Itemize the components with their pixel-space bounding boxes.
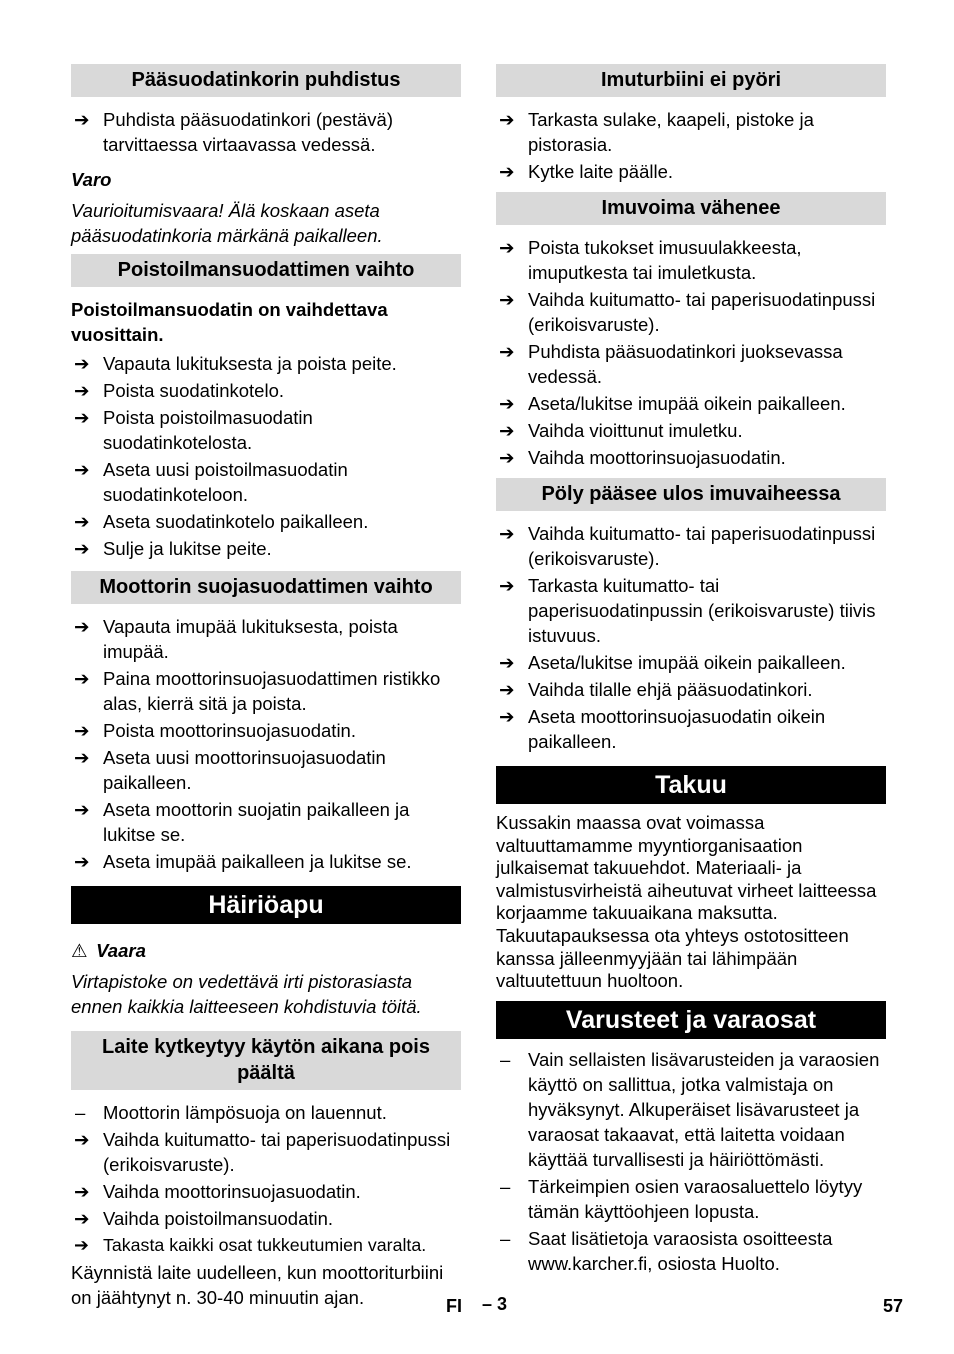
arrow-icon: ➔ bbox=[499, 341, 515, 362]
list-item: ➔ Tarkasta kuitumatto- tai paperisuodatinpussin (erikoisvaruste) tiivis istuvuus. bbox=[499, 575, 876, 646]
section-heading: Laite kytkeytyy käytön aikana pois päältä bbox=[71, 1031, 461, 1090]
caution-text: Vaurioitumisvaara! Älä koskaan aseta pääsuodatinkoria märkänä paikalleen. bbox=[71, 200, 383, 246]
arrow-icon: ➔ bbox=[74, 380, 90, 401]
list-item: – Vain sellaisten lisävarusteiden ja varaosien käyttö on sallittua, jotka valmistaja on hyväksynyt. Alkuperäiset lisävarusteet ja varaosat takaavat, että laitetta voidaan käyttää turvallisesti ja häiriöttömästi. bbox=[500, 1048, 880, 1170]
list-item: ➔ Aseta moottorinsuojasuodatin oikein paikalleen. bbox=[499, 706, 826, 752]
dash-icon: – bbox=[75, 1102, 86, 1123]
dash-icon: – bbox=[500, 1048, 511, 1070]
warranty-text: Kussakin maassa ovat voimassa valtuuttamamme myyntiorganisaation julkaisemat takuuehdot. Materiaali- ja valmistusvirheistä aiheutuvat virheet laitteessa korjaamme takuuaikana maksutta. Takuutapauksessa ota yhteys ostotositteen kanssa jälleenmyyjään tai lähimpään valtuutettuun huoltoon. bbox=[496, 812, 877, 992]
right-column bbox=[496, 64, 886, 1278]
section-heading: Imuvoima vähenee bbox=[496, 192, 886, 225]
list-item: ➔ Aseta/lukitse imupää oikein paikalleen. bbox=[499, 652, 846, 673]
dash-icon: – bbox=[500, 1227, 511, 1249]
list-item: ➔ Sulje ja lukitse peite. bbox=[74, 538, 272, 559]
list-item: – Saat lisätietoja varaosista osoitteesta www.karcher.fi, osiosta Huolto. bbox=[500, 1227, 833, 1274]
list-item: ➔ Vaihda tilalle ehjä pääsuodatinkori. bbox=[499, 679, 813, 700]
list-item: ➔ Vaihda moottorinsuojasuodatin. bbox=[74, 1181, 361, 1202]
section-heading: Imuturbiini ei pyöri bbox=[496, 64, 886, 97]
arrow-icon: ➔ bbox=[499, 420, 515, 441]
list-item: ➔ Vaihda kuitumatto- tai paperisuodatinpussi (erikoisvaruste). bbox=[499, 289, 876, 335]
arrow-icon: ➔ bbox=[74, 109, 90, 130]
caution-label: Varo bbox=[71, 169, 112, 190]
closing-text: Käynnistä laite uudelleen, kun moottoriturbiini on jäähtynyt n. 30-40 minuutin ajan. bbox=[71, 1262, 444, 1308]
chapter-heading: Takuu bbox=[496, 766, 886, 804]
list-item: ➔ Aseta uusi poistoilmasuodatin suodatinkoteloon. bbox=[74, 459, 348, 505]
danger-text: Virtapistoke on vedettävä irti pistorasiasta ennen kaikkia laitteeseen kohdistuvia töitä. bbox=[71, 971, 422, 1017]
arrow-icon: ➔ bbox=[74, 1129, 90, 1150]
list-item: ➔ Puhdista pääsuodatinkori (pestävä) tarvittaessa virtaavassa vedessä. bbox=[74, 109, 394, 155]
list-item: ➔ Vaihda kuitumatto- tai paperisuodatinpussi (erikoisvaruste). bbox=[74, 1129, 451, 1175]
arrow-icon: ➔ bbox=[74, 459, 90, 480]
list-item: ➔ Poista poistoilmasuodatin suodatinkotelosta. bbox=[74, 407, 313, 453]
list-item: – Tärkeimpien osien varaosaluettelo löytyy tämän käyttöohjeen lopusta. bbox=[500, 1175, 863, 1222]
arrow-icon: ➔ bbox=[74, 668, 90, 689]
arrow-icon: ➔ bbox=[499, 523, 515, 544]
arrow-icon: ➔ bbox=[74, 1181, 90, 1202]
left-column bbox=[71, 64, 461, 1310]
arrow-icon: ➔ bbox=[499, 237, 515, 258]
arrow-icon: ➔ bbox=[499, 109, 515, 130]
list-item: ➔ Paina moottorinsuojasuodattimen ristikko alas, kierrä sitä ja poista. bbox=[74, 668, 441, 714]
chapter-heading: Häiriöapu bbox=[71, 886, 461, 924]
arrow-icon: ➔ bbox=[74, 511, 90, 532]
footer-section-page: – 3 bbox=[482, 1294, 508, 1314]
arrow-icon: ➔ bbox=[74, 1208, 90, 1229]
arrow-icon: ➔ bbox=[499, 289, 515, 310]
list-item: ➔ Vapauta lukituksesta ja poista peite. bbox=[74, 353, 397, 374]
arrow-icon: ➔ bbox=[499, 161, 515, 182]
section-heading: Moottorin suojasuodattimen vaihto bbox=[71, 571, 461, 604]
list-item: ➔ Vaihda poistoilmansuodatin. bbox=[74, 1208, 334, 1229]
danger-label: ⚠ Vaara bbox=[71, 940, 146, 961]
arrow-icon: ➔ bbox=[74, 747, 90, 768]
info-bold-text: Poistoilmansuodatin on vaihdettava vuosittain. bbox=[71, 299, 388, 345]
arrow-icon: ➔ bbox=[499, 679, 515, 700]
list-item: ➔ Vaihda vioittunut imuletku. bbox=[499, 420, 743, 441]
footer-language: FI bbox=[446, 1296, 462, 1316]
list-item: ➔ Aseta suodatinkotelo paikalleen. bbox=[74, 511, 369, 532]
arrow-icon: ➔ bbox=[499, 447, 515, 468]
section-heading: Pöly pääsee ulos imuvaiheessa bbox=[496, 478, 886, 511]
arrow-icon: ➔ bbox=[74, 616, 90, 637]
section-heading: Pääsuodatinkorin puhdistus bbox=[71, 64, 461, 97]
arrow-icon: ➔ bbox=[74, 799, 90, 820]
page-number: 57 bbox=[883, 1296, 904, 1316]
list-item: ➔ Vaihda kuitumatto- tai paperisuodatinpussi (erikoisvaruste). bbox=[499, 523, 876, 569]
list-item: – Moottorin lämpösuoja on lauennut. bbox=[75, 1102, 387, 1123]
list-item: ➔ Aseta moottorin suojatin paikalleen ja lukitse se. bbox=[74, 799, 410, 845]
arrow-icon: ➔ bbox=[74, 407, 90, 428]
arrow-icon: ➔ bbox=[499, 575, 515, 596]
list-item: ➔ Tarkasta sulake, kaapeli, pistoke ja pistorasia. bbox=[499, 109, 814, 155]
list-item: ➔ Takasta kaikki osat tukkeutumien varalta. bbox=[71, 1233, 461, 1258]
list-item: ➔ Puhdista pääsuodatinkori juoksevassa vedessä. bbox=[499, 341, 843, 387]
arrow-icon: ➔ bbox=[74, 1235, 89, 1255]
list-item: ➔ Kytke laite päälle. bbox=[499, 161, 674, 182]
arrow-icon: ➔ bbox=[74, 538, 90, 559]
list-item: ➔ Poista tukokset imusuulakkeesta, imuputkesta tai imuletkusta. bbox=[499, 237, 802, 283]
arrow-icon: ➔ bbox=[499, 393, 515, 414]
list-item: ➔ Poista suodatinkotelo. bbox=[74, 380, 285, 401]
arrow-icon: ➔ bbox=[74, 851, 90, 872]
dash-icon: – bbox=[500, 1175, 511, 1197]
list-item: ➔ Aseta imupää paikalleen ja lukitse se. bbox=[74, 851, 412, 872]
arrow-icon: ➔ bbox=[499, 652, 515, 673]
list-item: ➔ Aseta uusi moottorinsuojasuodatin paikalleen. bbox=[74, 747, 386, 793]
list-item: ➔ Vaihda moottorinsuojasuodatin. bbox=[499, 447, 786, 468]
arrow-icon: ➔ bbox=[74, 353, 90, 374]
list-item: ➔ Vapauta imupää lukituksesta, poista imupää. bbox=[74, 616, 398, 662]
list-item: ➔ Aseta/lukitse imupää oikein paikalleen. bbox=[499, 393, 846, 414]
chapter-heading: Varusteet ja varaosat bbox=[496, 1001, 886, 1039]
section-heading: Poistoilmansuodattimen vaihto bbox=[71, 254, 461, 287]
warning-triangle-icon: ⚠ bbox=[71, 940, 88, 961]
arrow-icon: ➔ bbox=[74, 720, 90, 741]
arrow-icon: ➔ bbox=[499, 706, 515, 727]
list-item: ➔ Poista moottorinsuojasuodatin. bbox=[74, 720, 356, 741]
